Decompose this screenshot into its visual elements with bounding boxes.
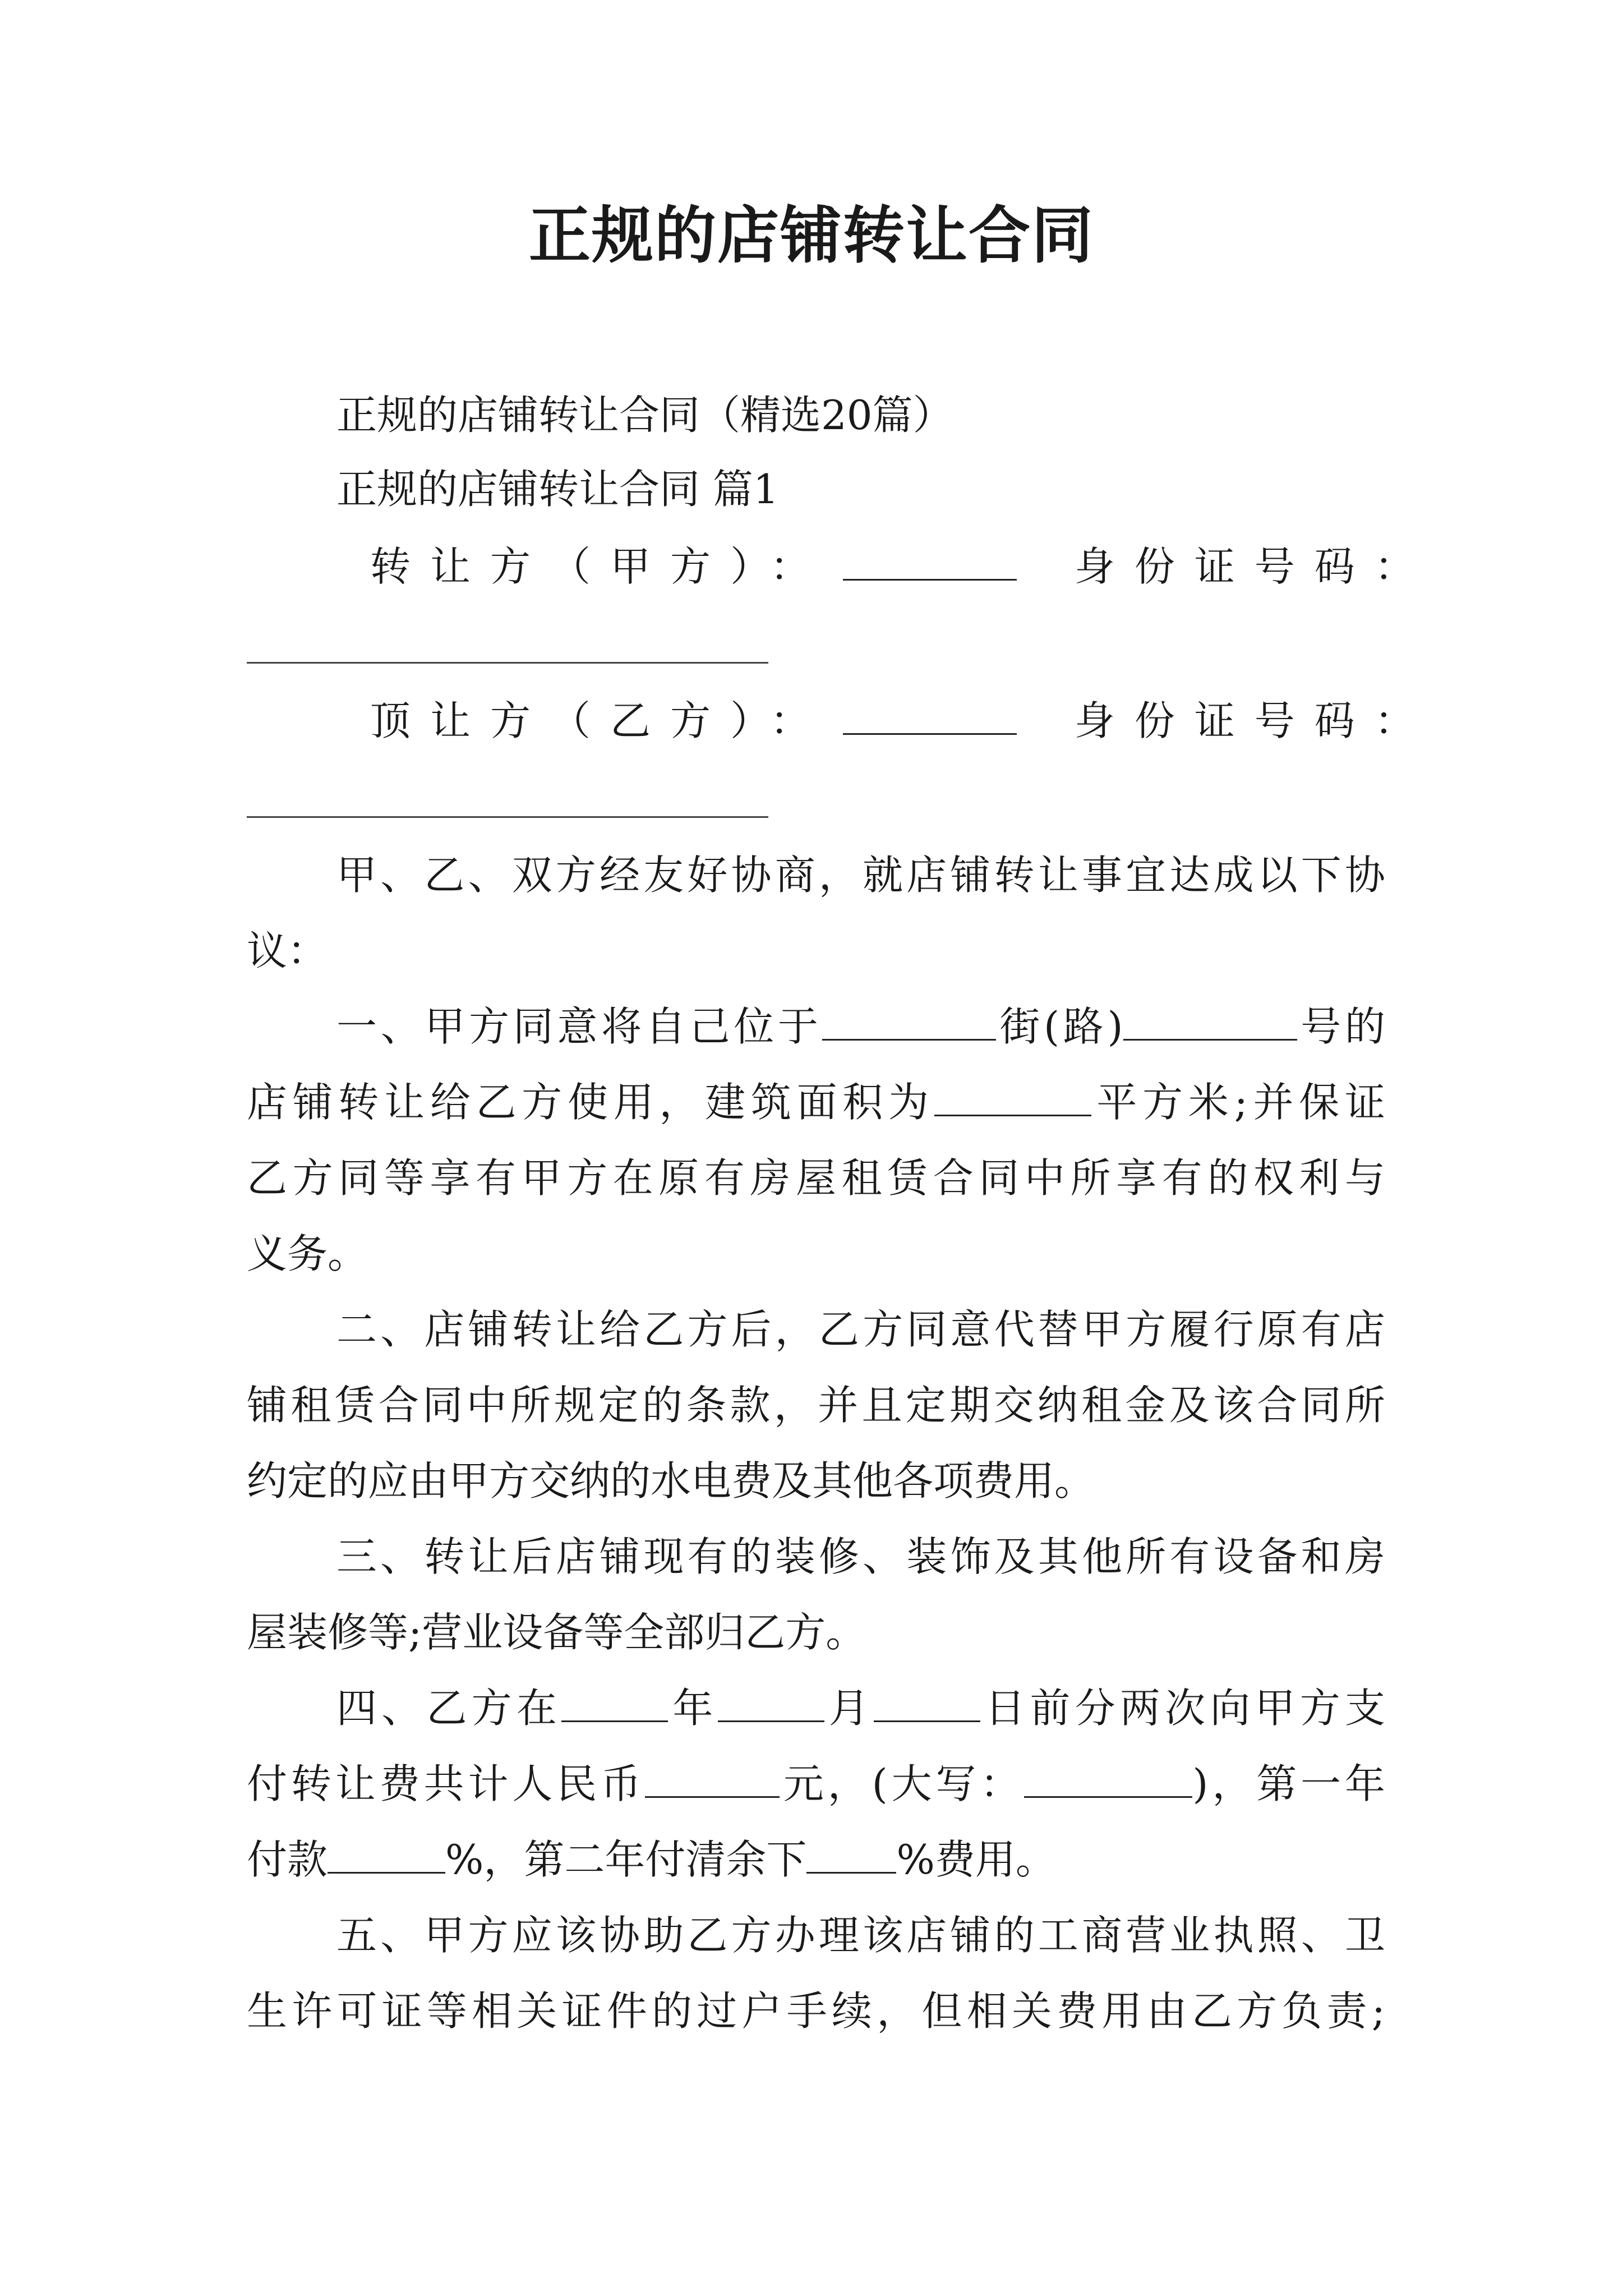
clause4-line-3 <box>247 1832 1385 1888</box>
area-blank[interactable] <box>934 1074 1091 1116</box>
clause4-text-b: 年 <box>668 1685 718 1732</box>
clause4-text-a: 四、乙方在 <box>336 1685 562 1732</box>
day-blank[interactable] <box>874 1680 980 1722</box>
clause1-text-c: 号的 <box>1297 1003 1385 1050</box>
clause3-line-2: 屋装修等;营业设备等全部归乙方。 <box>247 1609 866 1656</box>
clause1-line-4: 义务。 <box>247 1230 368 1277</box>
clause4-text-d: 日前分两次向甲方支 <box>980 1685 1385 1732</box>
clause4-line-1 <box>336 1680 1385 1736</box>
clause4-text-h: 付款 <box>247 1836 328 1883</box>
clause4-text-e: 付转让费共计人民币 <box>247 1760 645 1807</box>
month-blank[interactable] <box>718 1680 824 1722</box>
clause2-line-2: 铺租赁合同中所规定的条款，并且定期交纳租金及该合同所 <box>247 1382 1385 1429</box>
party-a-role: 转让方（甲方）： <box>370 543 831 590</box>
intro-line-2: 议： <box>247 927 328 974</box>
party-a-id-label: 身份证号码： <box>1074 543 1435 590</box>
party-b-role: 顶让方（乙方）： <box>370 697 831 744</box>
party-a-name-blank[interactable] <box>843 539 1017 581</box>
subtitle: 正规的店铺转让合同（精选20篇） <box>336 392 953 439</box>
clause1-line-3: 乙方同等享有甲方在原有房屋租赁合同中所享有的权利与 <box>247 1154 1385 1202</box>
section-heading: 正规的店铺转让合同 篇1 <box>336 466 779 513</box>
party-b-name-blank[interactable] <box>843 693 1017 735</box>
year-blank[interactable] <box>561 1680 668 1722</box>
clause1-text-d: 店铺转让给乙方使用，建筑面积为 <box>247 1079 934 1126</box>
second-year-percent-blank[interactable] <box>806 1832 896 1874</box>
clause1-text-b: 街(路) <box>995 1003 1123 1050</box>
clause4-text-i: %，第二年付清余下 <box>445 1836 807 1883</box>
clause4-text-g: )，第一年 <box>1192 1760 1385 1807</box>
clause4-text-c: 月 <box>824 1685 874 1732</box>
first-year-percent-blank[interactable] <box>328 1832 445 1874</box>
clause4-line-2 <box>247 1756 1385 1812</box>
clause1-line-2 <box>247 1074 1385 1130</box>
party-b-id-label: 身份证号码： <box>1074 697 1435 744</box>
party-a-id-blank[interactable] <box>247 662 768 664</box>
clause5-line-1: 五、甲方应该协助乙方办理该店铺的工商营业执照、卫 <box>336 1912 1385 1959</box>
amount-words-blank[interactable] <box>1024 1756 1192 1798</box>
clause2-line-3: 约定的应由甲方交纳的水电费及其他各项费用。 <box>247 1457 1095 1504</box>
party-b-line <box>370 693 1435 749</box>
clause3-line-1: 三、转让后店铺现有的装修、装饰及其他所有设备和房 <box>336 1533 1385 1580</box>
clause4-text-f: 元，(大写： <box>780 1760 1025 1807</box>
clause1-line-1 <box>336 999 1385 1055</box>
clause1-text-a: 一、甲方同意将自己位于 <box>336 1003 822 1050</box>
party-a-line <box>370 539 1435 595</box>
clause1-text-e: 平方米;并保证 <box>1091 1079 1385 1126</box>
clause2-line-1: 二、店铺转让给乙方后，乙方同意代替甲方履行原有店 <box>336 1306 1385 1353</box>
party-b-id-blank[interactable] <box>247 816 768 818</box>
amount-blank[interactable] <box>645 1756 780 1798</box>
street-blank[interactable] <box>822 999 996 1041</box>
clause4-text-j: %费用。 <box>896 1836 1056 1883</box>
intro-line-1: 甲、乙、双方经友好协商，就店铺转让事宜达成以下协 <box>336 852 1385 899</box>
document-title: 正规的店铺转让合同 <box>529 199 1094 272</box>
clause5-line-2: 生许可证等相关证件的过户手续，但相关费用由乙方负责; <box>247 1987 1385 2035</box>
number-blank[interactable] <box>1123 999 1297 1041</box>
